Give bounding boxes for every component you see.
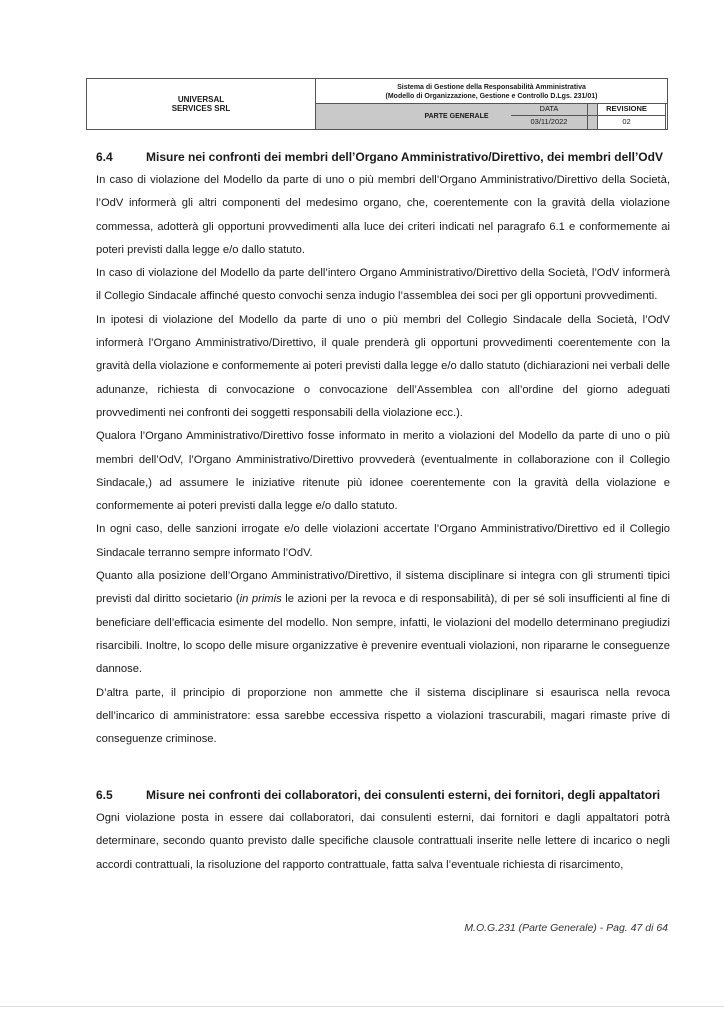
- text-run: Quanto alla posizione dell’Organo Amministrativo/Direttivo, il sistema disciplinare si integra con gli strumenti tipici previsti dal diritto societario (: [96, 570, 670, 606]
- revision-label: REVISIONE: [588, 103, 666, 116]
- paragraph: Qualora l’Organo Amministrativo/Direttivo fosse informato in merito a violazioni del Modello da parte di uno o più membri dell’OdV, l’Organo Amministrativo/Direttivo provvederà (eventualmente in collaborazione con il Collegio Sindacale,) ad assumere le iniziative ritenute più idonee coerentemente con la gravità della violazione e conformemente ai poteri previsti dalla legge e/o dallo statuto.: [96, 430, 670, 513]
- text-run: le azioni per la revoca e di responsabilità), di per sé soli insufficienti al fine di beneficiare dell’efficacia esimente del modello. Non sempre, infatti, le violazioni del modello determinano pregiudizi risarcibili. Inoltre, lo scopo delle misure organizzative è prevenire eventuali violazioni, non ripararne le conseguenze dannose.: [96, 593, 670, 676]
- date-label-cell: DATA: [511, 103, 588, 116]
- paragraph: D’altra parte, il principio di proporzione non ammette che il sistema disciplinare si esaurisca nella revoca dell’incarico di amministratore: essa sarebbe eccessiva rispetto a violazioni trascurabili, magari rimaste prive di conseguenze criminose.: [96, 686, 670, 746]
- system-title: [316, 79, 667, 104]
- revision-value: 02: [588, 116, 666, 129]
- system-title-line2: (Modello di Organizzazione, Gestione e Controllo D.Lgs. 231/01): [385, 93, 598, 100]
- section-heading-6-5: [96, 788, 660, 802]
- company-name-line2: SERVICES SRL: [171, 104, 231, 113]
- paragraph: In caso di violazione del Modello da parte dell’intero Organo Amministrativo/Direttivo della Società, l’OdV informerà il Collegio Sindacale affinché questo convochi senza indugio l’assemblea dei soci per gli opportuni provvedimenti.: [96, 267, 670, 303]
- section-heading-6-4: [96, 150, 663, 164]
- system-title-line1: Sistema di Gestione della Responsabilità Amministrativa: [397, 84, 586, 91]
- date-value: 03/11/2022: [511, 116, 588, 129]
- section-number: 6.5: [96, 788, 113, 802]
- section-label: PARTE GENERALE: [316, 104, 598, 129]
- paragraph: In ipotesi di violazione del Modello da parte di uno o più membri del Collegio Sindacale della Società, l’OdV informerà l’Organo Amministrativo/Direttivo, il quale prenderà gli opportuni provvedimenti coerentemente con la gravità della violazione e conformemente ai poteri previsti dalla legge e/o dallo statuto (dichiarazioni nei verbali delle adunanze, richiesta di convocazione o convocazione dell’Assemblea con all’ordine del giorno adeguati provvedimenti nei confronti dei soggetti responsabili della violazione ecc.).: [96, 313, 670, 419]
- section-title: Misure nei confronti dei collaboratori, dei consulenti esterni, dei fornitori, degli appaltatori: [146, 788, 661, 802]
- section-6-5-body: [96, 807, 670, 877]
- italic-text: in primis: [239, 593, 282, 606]
- section-title: Misure nei confronti dei membri dell’Organo Amministrativo/Direttivo, dei membri dell’OdV: [146, 150, 663, 164]
- company-name-line1: UNIVERSAL: [177, 95, 225, 104]
- page-bottom-divider: [0, 1006, 724, 1007]
- section-number: 6.4: [96, 150, 113, 164]
- paragraph: [96, 565, 670, 681]
- paragraph: In ogni caso, delle sanzioni irrogate e/o delle violazioni accertate l’Organo Amministrativo/Direttivo ed il Collegio Sindacale terranno sempre informato l’OdV.: [96, 523, 670, 559]
- page-footer: M.O.G.231 (Parte Generale) - Pag. 47 di 64: [464, 922, 668, 934]
- paragraph: In caso di violazione del Modello da parte di uno o più membri dell’Organo Amministrativo/Direttivo della Società, l’OdV informerà gli altri componenti del medesimo organo, che, coerentemente con la gravità della violazione commessa, adotterà gli opportuni provvedimenti alla luce dei criteri indicati nel paragrafo 6.1 e conformemente ai poteri previsti dalla legge e/o dallo statuto.: [96, 174, 670, 256]
- paragraph: Ogni violazione posta in essere dai collaboratori, dai consulenti esterni, dai fornitori e dagli appaltatori potrà determinare, secondo quanto previsto dalle specifiche clausole contrattuali inserite nelle lettere di incarico o negli accordi contrattuali, la risoluzione del rapporto contrattuale, fatta salva l’eventuale richiesta di risarcimento,: [96, 812, 670, 871]
- company-name: [87, 79, 316, 129]
- section-6-4-body: [96, 169, 670, 751]
